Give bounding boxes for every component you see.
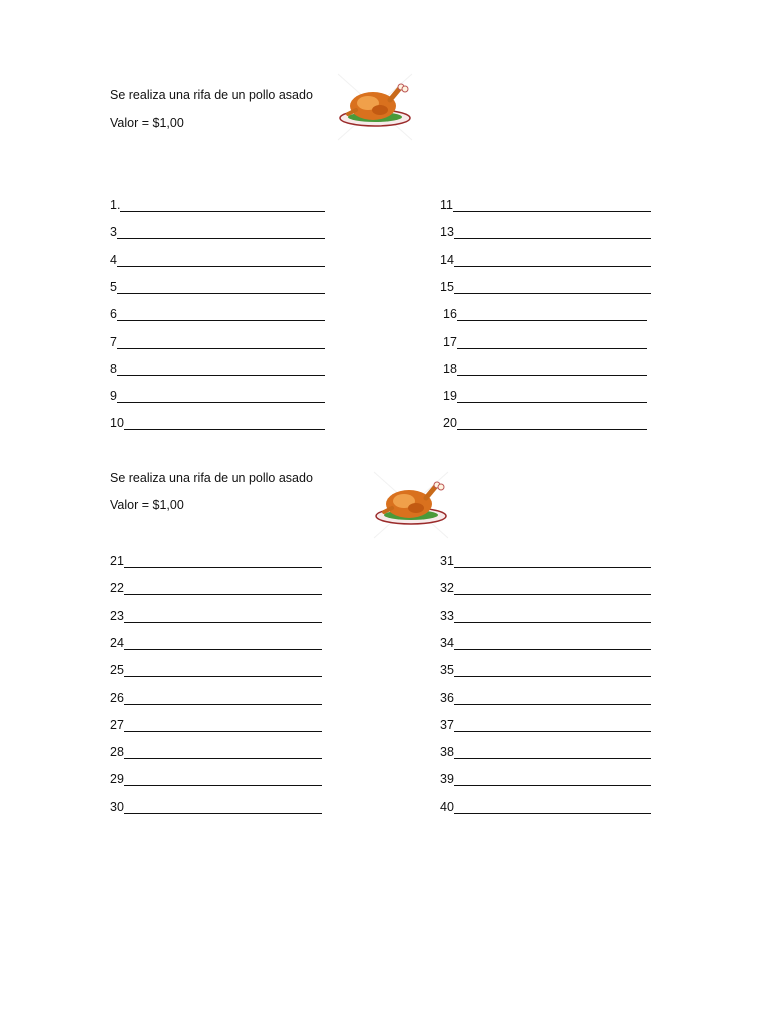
ticket-number: 9 xyxy=(110,389,117,403)
ticket-number: 36 xyxy=(440,691,454,705)
ticket-number: 25 xyxy=(110,663,124,677)
ticket-number: 14 xyxy=(440,253,454,267)
ticket-entry xyxy=(110,389,325,403)
name-blank-line xyxy=(124,556,322,568)
ticket-number: 10 xyxy=(110,416,124,430)
name-blank-line xyxy=(124,802,322,814)
ticket-entry xyxy=(440,772,651,786)
name-blank-line xyxy=(457,364,647,376)
ticket-number: 26 xyxy=(110,691,124,705)
name-blank-line xyxy=(117,282,325,294)
name-blank-line xyxy=(124,693,322,705)
ticket-entry xyxy=(440,718,651,732)
ticket-number: 31 xyxy=(440,554,454,568)
ticket-number: 5 xyxy=(110,280,117,294)
ticket-number: 38 xyxy=(440,745,454,759)
ticket-entry xyxy=(440,609,651,623)
ticket-number: 21 xyxy=(110,554,124,568)
name-blank-line xyxy=(117,337,325,349)
name-blank-line xyxy=(454,665,651,677)
ticket-entry xyxy=(110,691,322,705)
ticket-entry xyxy=(110,307,325,321)
name-blank-line xyxy=(454,747,651,759)
ticket-number: 18 xyxy=(443,362,457,376)
ticket-entry xyxy=(440,636,651,650)
name-blank-line xyxy=(124,665,322,677)
ticket-number: 24 xyxy=(110,636,124,650)
ticket-number: 29 xyxy=(110,772,124,786)
ticket-number: 20 xyxy=(443,416,457,430)
ticket-entry xyxy=(440,691,651,705)
ticket-entry xyxy=(110,362,325,376)
ticket-number: 30 xyxy=(110,800,124,814)
name-blank-line xyxy=(454,611,651,623)
ticket-entry xyxy=(110,772,322,786)
ticket-number: 23 xyxy=(110,609,124,623)
name-blank-line xyxy=(454,774,651,786)
ticket-number: 22 xyxy=(110,581,124,595)
raffle-title: Se realiza una rifa de un pollo asado xyxy=(110,88,313,102)
name-blank-line xyxy=(454,693,651,705)
name-blank-line xyxy=(454,802,651,814)
ticket-entry xyxy=(440,554,651,568)
name-blank-line xyxy=(457,337,647,349)
ticket-number: 1. xyxy=(110,198,121,212)
ticket-entry xyxy=(110,800,322,814)
name-blank-line xyxy=(124,638,322,650)
name-blank-line xyxy=(454,227,651,239)
ticket-number: 8 xyxy=(110,362,117,376)
name-blank-line xyxy=(454,583,651,595)
ticket-entry xyxy=(440,280,651,294)
ticket-entry xyxy=(440,663,651,677)
ticket-number: 11 xyxy=(440,198,453,212)
name-blank-line xyxy=(453,200,651,212)
raffle-price: Valor = $1,00 xyxy=(110,116,184,130)
ticket-entry xyxy=(110,609,322,623)
ticket-number: 7 xyxy=(110,335,117,349)
ticket-entry xyxy=(110,416,325,430)
name-blank-line xyxy=(117,391,325,403)
raffle-price: Valor = $1,00 xyxy=(110,498,184,512)
ticket-number: 28 xyxy=(110,745,124,759)
ticket-entry xyxy=(110,663,322,677)
ticket-entry xyxy=(110,554,322,568)
ticket-entry xyxy=(110,225,325,239)
ticket-number: 15 xyxy=(440,280,454,294)
ticket-entry xyxy=(110,581,322,595)
name-blank-line xyxy=(124,747,322,759)
name-blank-line xyxy=(454,282,651,294)
ticket-number: 34 xyxy=(440,636,454,650)
ticket-number: 3 xyxy=(110,225,117,239)
roast-chicken-icon xyxy=(334,72,416,142)
ticket-number: 37 xyxy=(440,718,454,732)
ticket-entry xyxy=(440,800,651,814)
name-blank-line xyxy=(117,227,325,239)
ticket-number: 16 xyxy=(443,307,457,321)
name-blank-line xyxy=(117,364,325,376)
name-blank-line xyxy=(457,418,647,430)
ticket-entry xyxy=(110,253,325,267)
name-blank-line xyxy=(124,611,322,623)
name-blank-line xyxy=(457,309,647,321)
name-blank-line xyxy=(117,255,325,267)
ticket-entry xyxy=(110,335,325,349)
ticket-number: 13 xyxy=(440,225,454,239)
ticket-entry xyxy=(110,745,322,759)
ticket-entry xyxy=(440,225,651,239)
name-blank-line xyxy=(120,200,325,212)
ticket-entry xyxy=(443,362,647,376)
ticket-entry xyxy=(110,718,322,732)
ticket-entry xyxy=(443,389,647,403)
ticket-number: 6 xyxy=(110,307,117,321)
ticket-number: 33 xyxy=(440,609,454,623)
ticket-number: 39 xyxy=(440,772,454,786)
name-blank-line xyxy=(457,391,647,403)
ticket-number: 27 xyxy=(110,718,124,732)
name-blank-line xyxy=(124,418,325,430)
roast-chicken-icon xyxy=(370,470,452,540)
name-blank-line xyxy=(454,556,651,568)
ticket-entry xyxy=(443,416,647,430)
ticket-entry xyxy=(110,198,325,212)
ticket-number: 40 xyxy=(440,800,454,814)
ticket-number: 17 xyxy=(443,335,457,349)
raffle-title: Se realiza una rifa de un pollo asado xyxy=(110,471,313,485)
name-blank-line xyxy=(117,309,325,321)
ticket-entry xyxy=(440,745,651,759)
ticket-entry xyxy=(110,636,322,650)
ticket-entry xyxy=(110,280,325,294)
name-blank-line xyxy=(454,720,651,732)
name-blank-line xyxy=(124,774,322,786)
name-blank-line xyxy=(454,255,651,267)
name-blank-line xyxy=(454,638,651,650)
ticket-entry xyxy=(440,581,651,595)
name-blank-line xyxy=(124,720,322,732)
ticket-number: 35 xyxy=(440,663,454,677)
ticket-entry xyxy=(443,307,647,321)
ticket-entry xyxy=(440,198,651,212)
ticket-number: 4 xyxy=(110,253,117,267)
ticket-number: 19 xyxy=(443,389,457,403)
ticket-entry xyxy=(443,335,647,349)
ticket-entry xyxy=(440,253,651,267)
ticket-number: 32 xyxy=(440,581,454,595)
name-blank-line xyxy=(124,583,322,595)
